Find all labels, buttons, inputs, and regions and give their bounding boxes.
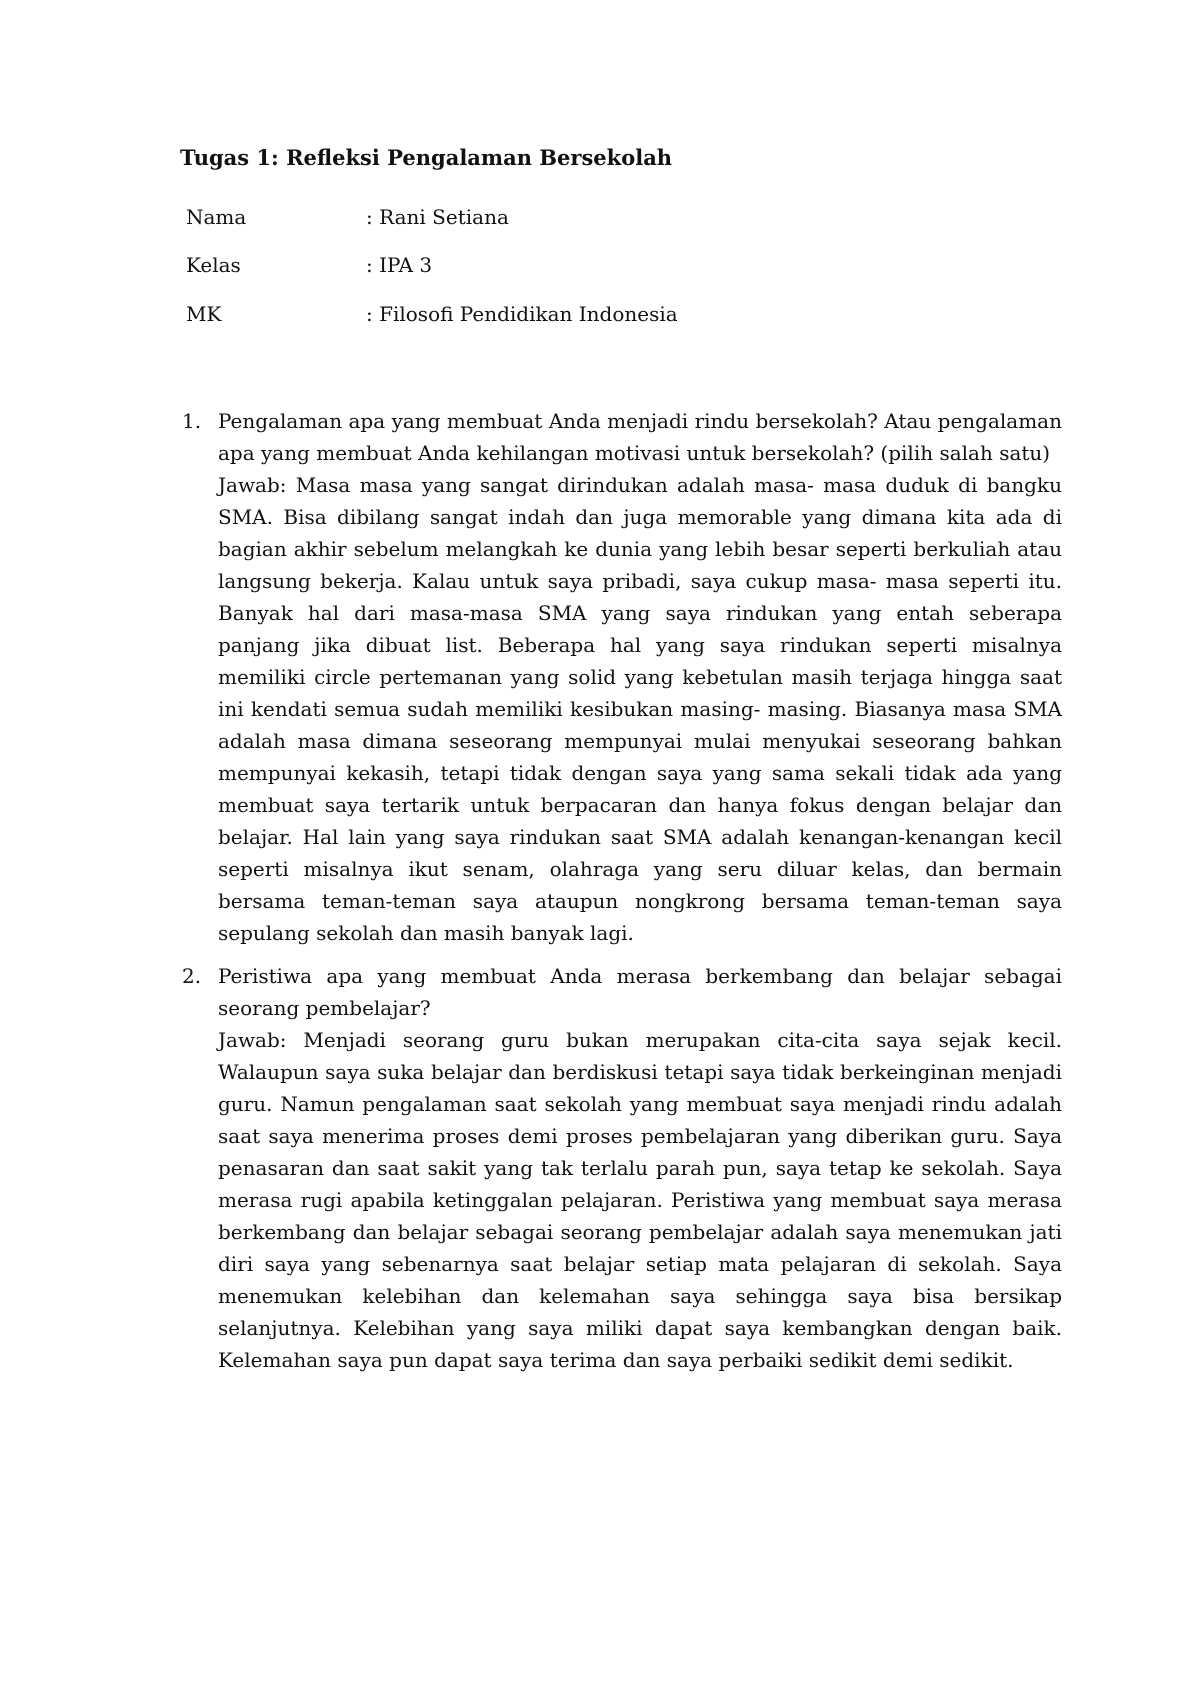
info-label-kelas: Kelas <box>186 253 241 277</box>
question-number: 1. <box>182 409 202 433</box>
question-item-1 <box>182 405 1062 949</box>
info-row-nama <box>186 205 509 229</box>
info-row-mk <box>186 302 678 326</box>
question-number: 2. <box>182 964 202 988</box>
question-content <box>218 960 1062 1376</box>
document-title: Tugas 1: Refleksi Pengalaman Bersekolah <box>180 145 673 170</box>
answer-text: Jawab: Menjadi seorang guru bukan merupakan cita-cita saya sejak kecil. Walaupun saya suka belajar dan berdiskusi tetapi saya tidak berkeinginan menjadi guru. Namun pengalaman saat sekolah yang membuat saya menjadi rindu adalah saat saya menerima proses demi proses pembelajaran yang diberikan guru. Saya penasaran dan saat sakit yang tak terlalu parah pun, saya tetap ke sekolah. Saya merasa rugi apabila ketinggalan pelajaran. Peristiwa yang membuat saya merasa berkembang dan belajar sebagai seorang pembelajar adalah saya menemukan jati diri saya yang sebenarnya saat belajar setiap mata pelajaran di sekolah. Saya menemukan kelebihan dan kelemahan saya sehingga saya bisa bersikap selanjutnya. Kelebihan yang saya miliki dapat saya kembangkan dengan baik. Kelemahan saya pun dapat saya terima dan saya perbaiki sedikit demi sedikit. <box>218 1028 1062 1372</box>
info-value-mk: : Filosofi Pendidikan Indonesia <box>366 302 678 326</box>
info-row-kelas <box>186 253 432 277</box>
question-text: Peristiwa apa yang membuat Anda merasa berkembang dan belajar sebagai seorang pembelajar? <box>218 964 1062 1020</box>
info-value-nama: : Rani Setiana <box>366 205 509 229</box>
info-label-nama: Nama <box>186 205 247 229</box>
info-value-kelas: : IPA 3 <box>366 253 433 277</box>
info-label-mk: MK <box>186 302 222 326</box>
question-content <box>218 405 1062 949</box>
question-text: Pengalaman apa yang membuat Anda menjadi rindu bersekolah? Atau pengalaman apa yang membuat Anda kehilangan motivasi untuk bersekolah? (pilih salah satu) <box>218 409 1062 465</box>
question-item-2 <box>182 960 1062 1376</box>
answer-text: Jawab: Masa masa yang sangat dirindukan adalah masa- masa duduk di bangku SMA. Bisa dibilang sangat indah dan juga memorable yang dimana kita ada di bagian akhir sebelum melangkah ke dunia yang lebih besar seperti berkuliah atau langsung bekerja. Kalau untuk saya pribadi, saya cukup masa- masa seperti itu. Banyak hal dari masa-masa SMA yang saya rindukan yang entah seberapa panjang jika dibuat list. Beberapa hal yang saya rindukan seperti misalnya memiliki circle pertemanan yang solid yang kebetulan masih terjaga hingga saat ini kendati semua sudah memiliki kesibukan masing- masing. Biasanya masa SMA adalah masa dimana seseorang mempunyai mulai menyukai seseorang bahkan mempunyai kekasih, tetapi tidak dengan saya yang sama sekali tidak ada yang membuat saya tertarik untuk berpacaran dan hanya fokus dengan belajar dan belajar. Hal lain yang saya rindukan saat SMA adalah kenangan-kenangan kecil seperti misalnya ikut senam, olahraga yang seru diluar kelas, dan bermain bersama teman-teman saya ataupun nongkrong bersama teman-teman saya sepulang sekolah dan masih banyak lagi. <box>218 473 1062 945</box>
